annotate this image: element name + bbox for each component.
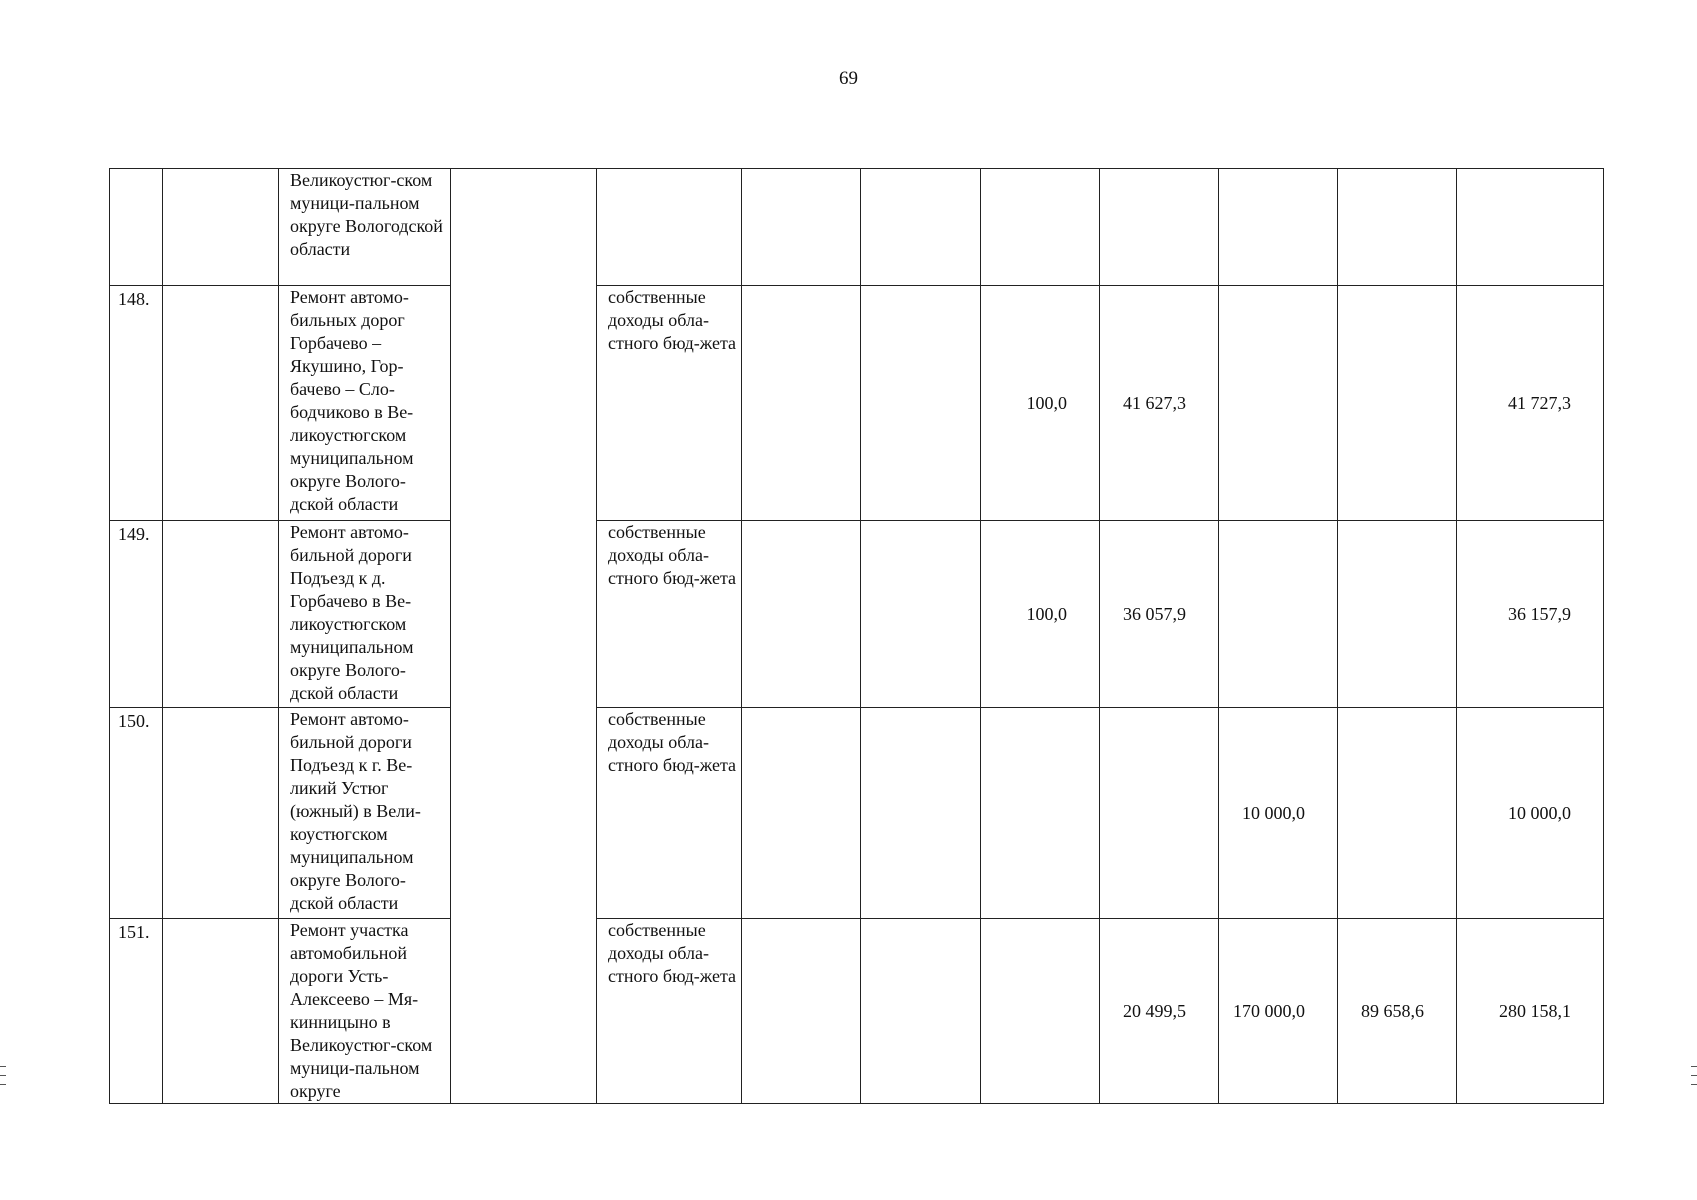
cell-code <box>163 286 279 521</box>
cell-value <box>1338 708 1457 919</box>
cell-value <box>742 286 861 521</box>
cell-number: 151. <box>110 919 163 1104</box>
table-row-continuation <box>110 169 1604 286</box>
page-number: 69 <box>839 68 858 89</box>
cell-value <box>1338 286 1457 521</box>
cell-value: 10 000,0 <box>1219 708 1338 919</box>
scan-artifact-right <box>1691 1066 1697 1067</box>
cell-funding-source: собственные доходы обла-стного бюд-жета <box>597 919 742 1104</box>
cell-value <box>981 708 1100 919</box>
cell-total: 10 000,0 <box>1457 708 1604 919</box>
cell-value <box>1219 169 1338 286</box>
scan-artifact-right <box>1691 1084 1697 1085</box>
cell-code <box>163 521 279 708</box>
cell-number: 149. <box>110 521 163 708</box>
cell-funding-source: собственные доходы обла-стного бюд-жета <box>597 708 742 919</box>
table-row <box>110 521 1604 708</box>
cell-value <box>1100 169 1219 286</box>
cell-object-name: Ремонт участка автомобильной дороги Усть-Алексеево – Мя-кинницыно в Великоустюг-ском муници-пальном округе <box>279 919 451 1104</box>
cell-object-name: Ремонт автомо-бильных дорог Горбачево – Якушино, Гор-бачево – Сло-бодчиково в Ве-ликоустюгском муниципальном округе Волого-дской области <box>279 286 451 521</box>
cell-value <box>742 169 861 286</box>
cell-value: 170 000,0 <box>1219 919 1338 1104</box>
scan-artifact-left <box>0 1066 6 1067</box>
cell-value: 89 658,6 <box>1338 919 1457 1104</box>
cell-source <box>597 169 742 286</box>
cell-total: 41 727,3 <box>1457 286 1604 521</box>
cell-value <box>861 521 981 708</box>
cell-number <box>110 169 163 286</box>
budget-table <box>109 168 1604 1104</box>
cell-value <box>981 919 1100 1104</box>
cell-value: 100,0 <box>981 521 1100 708</box>
cell-funding-source: собственные доходы обла-стного бюд-жета <box>597 286 742 521</box>
cell-value: 100,0 <box>981 286 1100 521</box>
cell-value <box>1338 521 1457 708</box>
cell-code <box>163 169 279 286</box>
cell-value: 20 499,5 <box>1100 919 1219 1104</box>
cell-value <box>1457 169 1604 286</box>
scan-artifact-left <box>0 1084 6 1085</box>
cell-value <box>1219 521 1338 708</box>
cell-total: 36 157,9 <box>1457 521 1604 708</box>
cell-value <box>742 919 861 1104</box>
cell-object-name: Великоустюг-ском муници-пальном округе Вологодской области <box>279 169 451 286</box>
cell-value <box>1219 286 1338 521</box>
cell-number: 148. <box>110 286 163 521</box>
cell-funding-source: собственные доходы обла-стного бюд-жета <box>597 521 742 708</box>
cell-value <box>1100 708 1219 919</box>
cell-number: 150. <box>110 708 163 919</box>
table-row <box>110 708 1604 919</box>
cell-value <box>981 169 1100 286</box>
table-row <box>110 919 1604 1104</box>
cell-object-name: Ремонт автомо-бильной дороги Подъезд к г. Ве-ликий Устюг (южный) в Вели-коустюгском муниципальном округе Волого-дской области <box>279 708 451 919</box>
cell-value <box>861 919 981 1104</box>
cell-value <box>742 521 861 708</box>
table-row <box>110 286 1604 521</box>
cell-value <box>1338 169 1457 286</box>
cell-merged-empty <box>451 169 597 1104</box>
cell-total: 280 158,1 <box>1457 919 1604 1104</box>
cell-value: 36 057,9 <box>1100 521 1219 708</box>
cell-value <box>742 708 861 919</box>
scan-artifact-left <box>0 1075 6 1076</box>
scan-artifact-right <box>1691 1075 1697 1076</box>
cell-object-name: Ремонт автомо-бильной дороги Подъезд к д. Горбачево в Ве-ликоустюгском муниципальном округе Волого-дской области <box>279 521 451 708</box>
cell-value <box>861 708 981 919</box>
cell-value: 41 627,3 <box>1100 286 1219 521</box>
cell-value <box>861 169 981 286</box>
cell-code <box>163 708 279 919</box>
cell-value <box>861 286 981 521</box>
cell-code <box>163 919 279 1104</box>
